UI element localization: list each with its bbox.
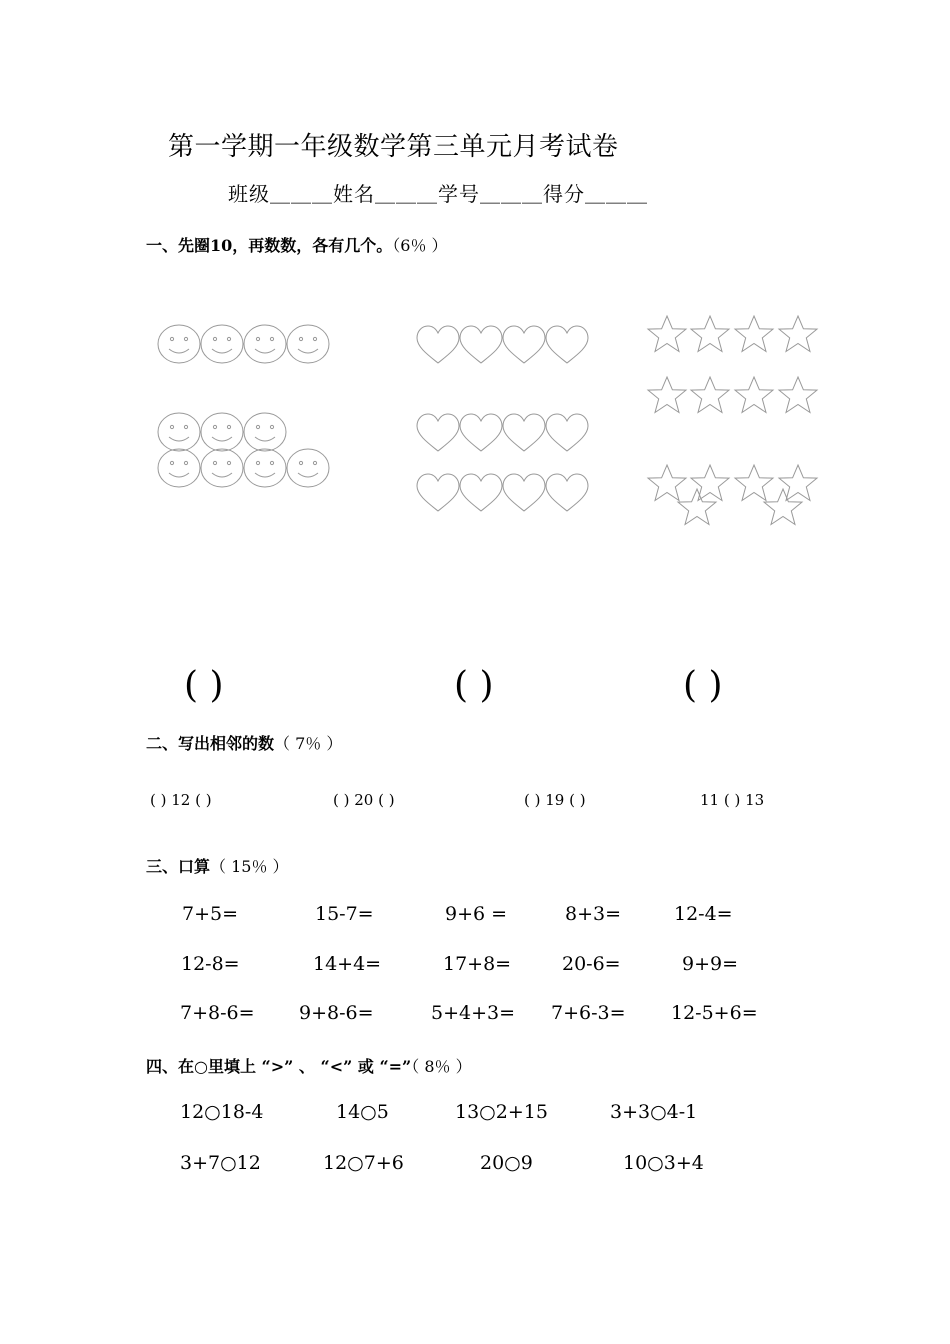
calc-item[interactable]: 14+4=: [313, 953, 382, 975]
section2-score: （ 7％ ）: [274, 734, 343, 753]
smiley-icon: [201, 325, 243, 363]
smiley-icon: [287, 449, 329, 487]
heart-icon: [503, 414, 545, 451]
calc-item[interactable]: 7+6-3=: [551, 1002, 626, 1024]
smiley-icon: [201, 413, 243, 451]
smiley-icon: [158, 325, 200, 363]
star-icon: [691, 465, 729, 501]
smiley-icon: [158, 449, 200, 487]
heart-icon: [417, 474, 459, 511]
heart-icon: [546, 414, 588, 451]
star-icon: [648, 316, 686, 352]
star-icon: [648, 377, 686, 413]
smiley-icon: [158, 413, 200, 451]
star-icon: [691, 316, 729, 352]
smiley-icon: [244, 325, 286, 363]
heart-icon: [460, 414, 502, 451]
compare-item[interactable]: 20○9: [480, 1152, 533, 1174]
calc-item[interactable]: 7+8-6=: [180, 1002, 255, 1024]
calc-item[interactable]: 17+8=: [443, 953, 512, 975]
smiley-icon: [201, 449, 243, 487]
compare-item[interactable]: 3+3○4-1: [610, 1101, 698, 1123]
heart-icon: [460, 326, 502, 363]
star-icon: [779, 465, 817, 501]
compare-item[interactable]: 12○18-4: [180, 1101, 264, 1123]
answer-paren-smileys[interactable]: ( ): [184, 665, 224, 706]
heart-icon: [503, 474, 545, 511]
counting-pictures: [0, 0, 950, 560]
heart-icon: [460, 474, 502, 511]
heart-icon: [503, 326, 545, 363]
star-icon: [735, 465, 773, 501]
compare-item[interactable]: 3+7○12: [180, 1152, 261, 1174]
neighbor-item[interactable]: 11 ( ) 13: [700, 791, 765, 809]
answer-paren-hearts[interactable]: ( ): [454, 665, 494, 706]
star-icon: [735, 377, 773, 413]
section4-score: （ 8％ ）: [411, 1057, 472, 1076]
calc-item[interactable]: 15-7=: [315, 903, 374, 925]
star-icon: [764, 489, 802, 525]
neighbor-item[interactable]: ( ) 20 ( ): [333, 791, 395, 809]
calc-item[interactable]: 8+3=: [565, 903, 622, 925]
heart-icon: [417, 326, 459, 363]
calc-item[interactable]: 7+5=: [182, 903, 239, 925]
neighbor-item[interactable]: ( ) 19 ( ): [524, 791, 586, 809]
calc-item[interactable]: 12-5+6=: [671, 1002, 758, 1024]
star-icon: [648, 465, 686, 501]
answer-paren-stars[interactable]: ( ): [683, 665, 723, 706]
heart-icon: [546, 474, 588, 511]
section3-heading: [146, 854, 289, 877]
heart-icon: [417, 414, 459, 451]
smiley-icon: [244, 413, 286, 451]
star-group: [648, 316, 817, 525]
star-icon: [691, 377, 729, 413]
section4-heading: [146, 1054, 472, 1077]
star-icon: [735, 316, 773, 352]
smiley-group: [158, 325, 329, 487]
smiley-icon: [244, 449, 286, 487]
section4-title: 四、在○里填上 “>” 、 “<” 或 “=”: [146, 1057, 412, 1076]
heart-icon: [546, 326, 588, 363]
section2-heading: [146, 731, 342, 754]
calc-item[interactable]: 9+9=: [682, 953, 739, 975]
compare-item[interactable]: 12○7+6: [323, 1152, 404, 1174]
calc-item[interactable]: 12-4=: [674, 903, 733, 925]
page-title: 第一学期一年级数学第三单元月考试卷: [168, 132, 619, 162]
compare-item[interactable]: 10○3+4: [623, 1152, 704, 1174]
compare-item[interactable]: 14○5: [336, 1101, 389, 1123]
calc-item[interactable]: 20-6=: [562, 953, 621, 975]
student-info-line: 班级＿＿＿姓名＿＿＿学号＿＿＿得分＿＿＿: [228, 182, 648, 206]
calc-item[interactable]: 9+8-6=: [299, 1002, 374, 1024]
section2-title: 二、写出相邻的数: [146, 734, 275, 753]
smiley-icon: [287, 325, 329, 363]
section1-title: 一、先圈10，再数数，各有几个。: [146, 236, 393, 255]
section3-score: （ 15％ ）: [210, 857, 289, 876]
star-icon: [779, 377, 817, 413]
calc-item[interactable]: 5+4+3=: [431, 1002, 516, 1024]
heart-group: [417, 326, 588, 511]
compare-item[interactable]: 13○2+15: [455, 1101, 548, 1123]
neighbor-item[interactable]: ( ) 12 ( ): [150, 791, 212, 809]
section3-title: 三、口算: [146, 857, 211, 876]
star-icon: [678, 489, 716, 525]
star-icon: [779, 316, 817, 352]
calc-item[interactable]: 9+6 =: [445, 903, 508, 925]
calc-item[interactable]: 12-8=: [181, 953, 240, 975]
section1-score: （6％ ）: [392, 236, 448, 255]
